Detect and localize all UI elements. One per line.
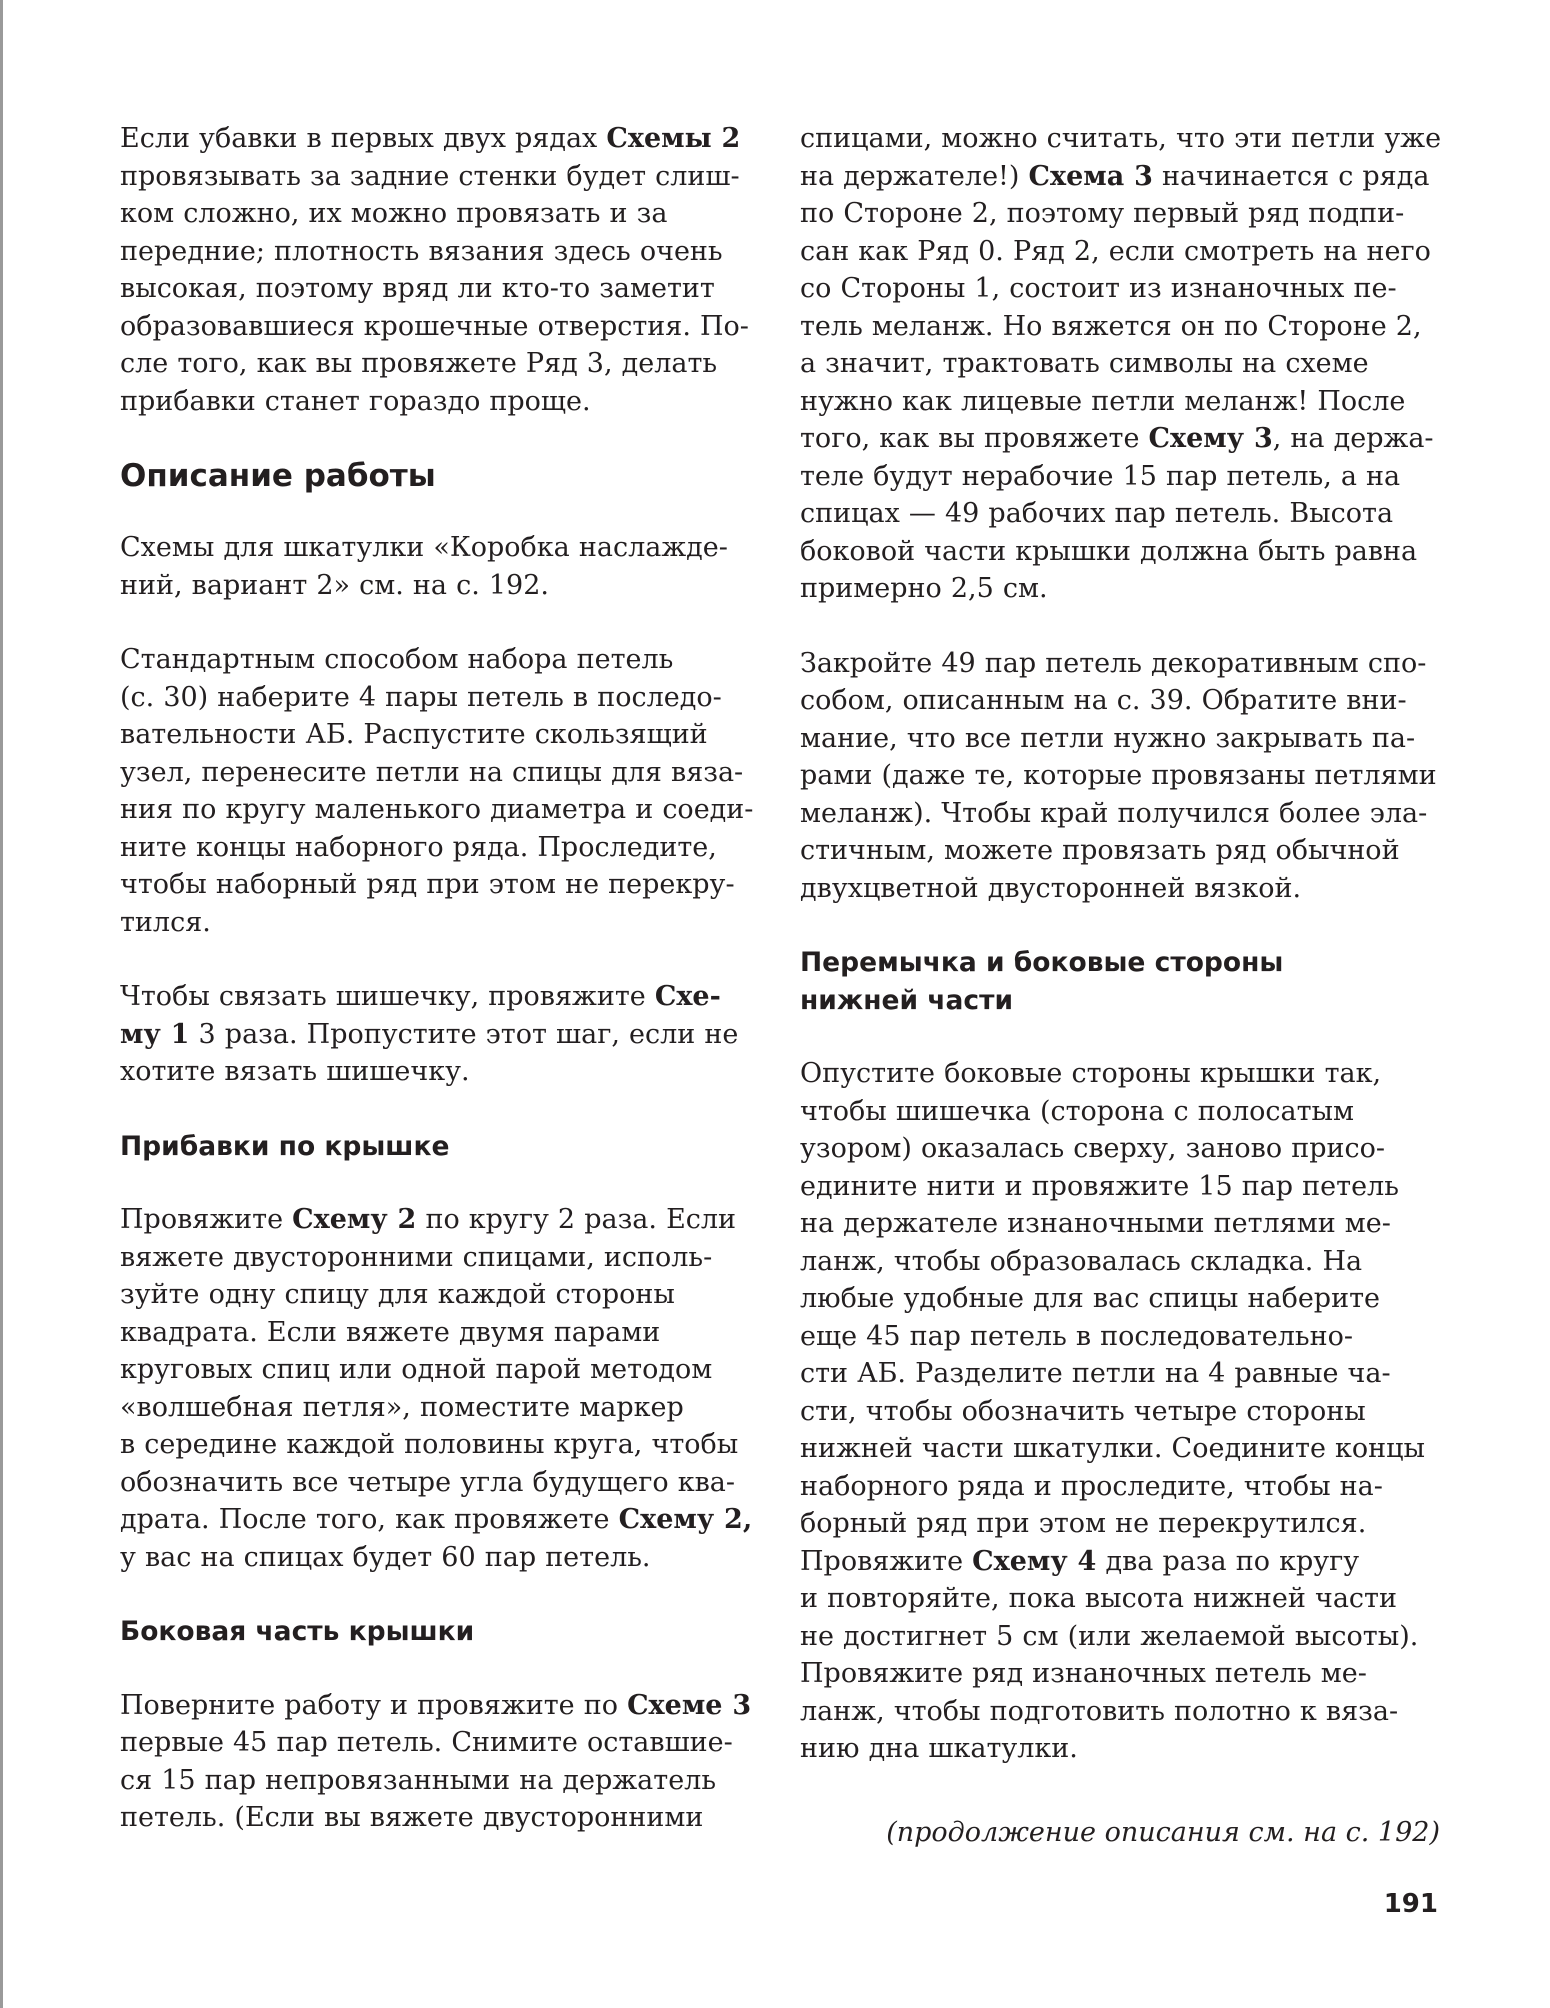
text-line: не достигнет 5 см (или желаемой высоты). <box>800 1620 1419 1652</box>
text-line <box>120 978 770 1016</box>
heading-line: Перемычка и боковые стороны <box>800 947 1284 978</box>
text-line: ком сложно, их можно провязать и за <box>120 198 668 229</box>
text-line: тился. <box>120 906 211 938</box>
intro-paragraph <box>120 120 770 420</box>
text-line: ланж, чтобы подготовить полотно к вяза- <box>800 1695 1399 1727</box>
text-line <box>120 1201 770 1239</box>
text-line: меланж). Чтобы край получился более эла- <box>800 797 1428 829</box>
text-line <box>120 120 770 158</box>
text-line: наборного ряда и проследите, чтобы на- <box>800 1470 1383 1502</box>
heading-line: нижней части <box>800 984 1014 1016</box>
text-line: боковой части крышки должна быть равна <box>800 535 1418 567</box>
text-line: обозначить все четыре угла будущего ква- <box>120 1466 736 1498</box>
text-line <box>120 1501 770 1539</box>
text-line: чтобы наборный ряд при этом не перекру- <box>120 869 735 900</box>
text-line: стичным, можете провязать ряд обычной <box>800 835 1400 866</box>
text-line: высокая, поэтому вряд ли кто-то заметит <box>120 273 715 304</box>
right-column <box>800 120 1440 1805</box>
scheme-reference: Схему 4 <box>972 1545 1097 1577</box>
text-line: нужно как лицевые петли меланж! После <box>800 385 1406 417</box>
text-line: Провяжите ряд изнаночных петель ме- <box>800 1658 1367 1689</box>
text-line: спицами, можно считать, что эти петли уже <box>800 123 1442 154</box>
subheading-lid-increases: Прибавки по крышке <box>120 1130 450 1162</box>
text-run: Чтобы связать шишечку, провяжите <box>120 981 655 1012</box>
continuation-note: (продолжение описания см. на с. 192) <box>886 1817 1440 1848</box>
text-run: Провяжите <box>800 1545 973 1577</box>
text-run: драта. После того, как провяжете <box>120 1504 619 1535</box>
text-line: примерно 2,5 см. <box>800 573 1048 604</box>
text-line: еще 45 пар петель в последовательно- <box>800 1320 1353 1352</box>
text-line: хотите вязать шишечку. <box>120 1056 470 1087</box>
text-line: борный ряд при этом не перекрутился. <box>800 1508 1367 1539</box>
text-line: в середине каждой половины круга, чтобы <box>120 1429 739 1460</box>
text-line: первые 45 пар петель. Снимите оставшие- <box>120 1727 733 1758</box>
text-run: на держателе!) <box>800 160 1029 192</box>
text-line: спицах — 49 рабочих пар петель. Высота <box>800 498 1394 529</box>
text-line: теле будут нерабочие 15 пар петель, а на <box>800 460 1401 492</box>
text-line: вяжете двусторонними спицами, исполь- <box>120 1241 713 1273</box>
text-line: зуйте одну спицу для каждой стороны <box>120 1279 675 1310</box>
text-line <box>800 420 1440 458</box>
text-line <box>800 1543 1440 1581</box>
text-line: образовавшиеся крошечные отверстия. По- <box>120 310 749 342</box>
text-line: а значит, трактовать символы на схеме <box>800 348 1369 379</box>
text-run: Если убавки в первых двух рядах <box>120 123 607 154</box>
text-line: собом, описанным на с. 39. Обратите вни- <box>800 685 1407 716</box>
text-line: круговых спиц или одной парой методом <box>120 1354 713 1385</box>
text-line: Закройте 49 пар петель декоративным спо- <box>800 647 1427 679</box>
text-line: провязывать за задние стенки будет слиш- <box>120 160 740 192</box>
text-run: Провяжите <box>120 1204 293 1235</box>
text-line: узел, перенесите петли на спицы для вяза- <box>120 756 744 788</box>
scheme-reference: Схему 3 <box>1148 423 1273 454</box>
text-line: нижней части шкатулки. Соедините концы <box>800 1433 1426 1464</box>
text-line: вательности АБ. Распустите скользящий <box>120 719 708 750</box>
subheading-lid-side: Боковая часть крышки <box>120 1616 475 1647</box>
text-line: у вас на спицах будет 60 пар петель. <box>120 1541 651 1573</box>
text-line: Опустите боковые стороны крышки так, <box>800 1058 1382 1089</box>
left-column <box>120 120 770 1874</box>
text-line: сан как Ряд 0. Ряд 2, если смотреть на него <box>800 235 1431 267</box>
text-run: Поверните работу и провяжите по <box>120 1689 628 1721</box>
text-line <box>120 1687 770 1725</box>
subheading-bridge-and-sides <box>800 944 1440 1019</box>
lid-increases-paragraph <box>120 1201 770 1576</box>
text-line: и повторяйте, пока высота нижней части <box>800 1583 1397 1614</box>
text-line: ланж, чтобы образовалась складка. На <box>800 1245 1363 1277</box>
text-line: тель меланж. Но вяжется он по Стороне 2, <box>800 310 1422 342</box>
lid-side-paragraph <box>120 1687 770 1837</box>
text-line: (с. 30) наберите 4 пары петель в последо- <box>120 681 722 713</box>
text-run: два раза по кругу <box>1096 1545 1360 1577</box>
text-line: ся 15 пар непровязанными на держатель <box>120 1764 717 1796</box>
text-line: узором) оказалась сверху, заново присо- <box>800 1133 1385 1164</box>
scheme-reference: Схему 2 <box>618 1504 743 1535</box>
text-run: того, как вы провяжете <box>800 423 1149 454</box>
text-line: ния по кругу маленького диаметра и соеди- <box>120 794 754 825</box>
text-line: на держателе изнаночными петлями ме- <box>800 1208 1391 1239</box>
scheme-reference: Схемы 2 <box>606 123 741 154</box>
scheme-reference: Схема 3 <box>1028 160 1153 192</box>
text-line: сти, чтобы обозначить четыре стороны <box>800 1395 1366 1427</box>
scheme-reference: Схе- <box>654 981 721 1012</box>
text-run: 3 раза. Пропустите этот шаг, если не <box>189 1018 739 1050</box>
scheme-reference: му 1 <box>120 1018 190 1050</box>
section-heading-work-description: Описание работы <box>120 458 436 494</box>
text-line: «волшебная петля», поместите маркер <box>120 1391 684 1423</box>
text-line: чтобы шишечка (сторона с полосатым <box>800 1095 1355 1127</box>
continued-paragraph <box>800 120 1440 608</box>
text-run: , <box>742 1504 753 1535</box>
text-line: сти АБ. Разделите петли на 4 равные ча- <box>800 1358 1391 1389</box>
page-edge-line <box>0 0 3 2008</box>
text-line <box>800 158 1440 196</box>
cone-paragraph <box>120 978 770 1091</box>
cast-on-paragraph <box>120 641 770 941</box>
text-run: , на держа- <box>1272 423 1434 454</box>
scheme-reference: Схеме 3 <box>627 1689 752 1721</box>
text-line: по Стороне 2, поэтому первый ряд подпи- <box>800 198 1405 229</box>
bind-off-paragraph <box>800 645 1440 908</box>
text-line: квадрата. Если вяжете двумя парами <box>120 1316 661 1348</box>
text-line: ний, вариант 2» см. на с. 192. <box>120 569 549 601</box>
text-line: со Стороны 1, состоит из изнаночных пе- <box>800 273 1397 304</box>
text-line: рами (даже те, которые провязаны петлями <box>800 760 1437 791</box>
text-line: ните концы наборного ряда. Проследите, <box>120 831 717 863</box>
text-line: Стандартным способом набора петель <box>120 644 674 675</box>
text-line: мание, что все петли нужно закрывать па- <box>800 722 1416 754</box>
text-line: двухцветной двусторонней вязкой. <box>800 872 1302 904</box>
bottom-paragraph <box>800 1055 1440 1768</box>
text-line <box>120 1016 770 1054</box>
text-run: по кругу 2 раза. Если <box>416 1204 737 1235</box>
text-line: передние; плотность вязания здесь очень <box>120 235 723 267</box>
text-line: нию дна шкатулки. <box>800 1733 1078 1764</box>
text-line: прибавки станет гораздо проще. <box>120 385 591 417</box>
text-line: любые удобные для вас спицы наберите <box>800 1283 1380 1314</box>
text-line: Схемы для шкатулки «Коробка наслажде- <box>120 532 728 563</box>
text-line: петель. (Если вы вяжете двусторонними <box>120 1802 704 1833</box>
text-line: сле того, как вы провяжете Ряд 3, делать <box>120 348 718 379</box>
schemes-paragraph <box>120 529 770 604</box>
text-run: начинается с ряда <box>1152 160 1430 192</box>
scheme-reference: Схему 2 <box>292 1204 417 1235</box>
text-line: едините нити и провяжите 15 пар петель <box>800 1170 1399 1202</box>
page-number: 191 <box>1383 1889 1438 1919</box>
